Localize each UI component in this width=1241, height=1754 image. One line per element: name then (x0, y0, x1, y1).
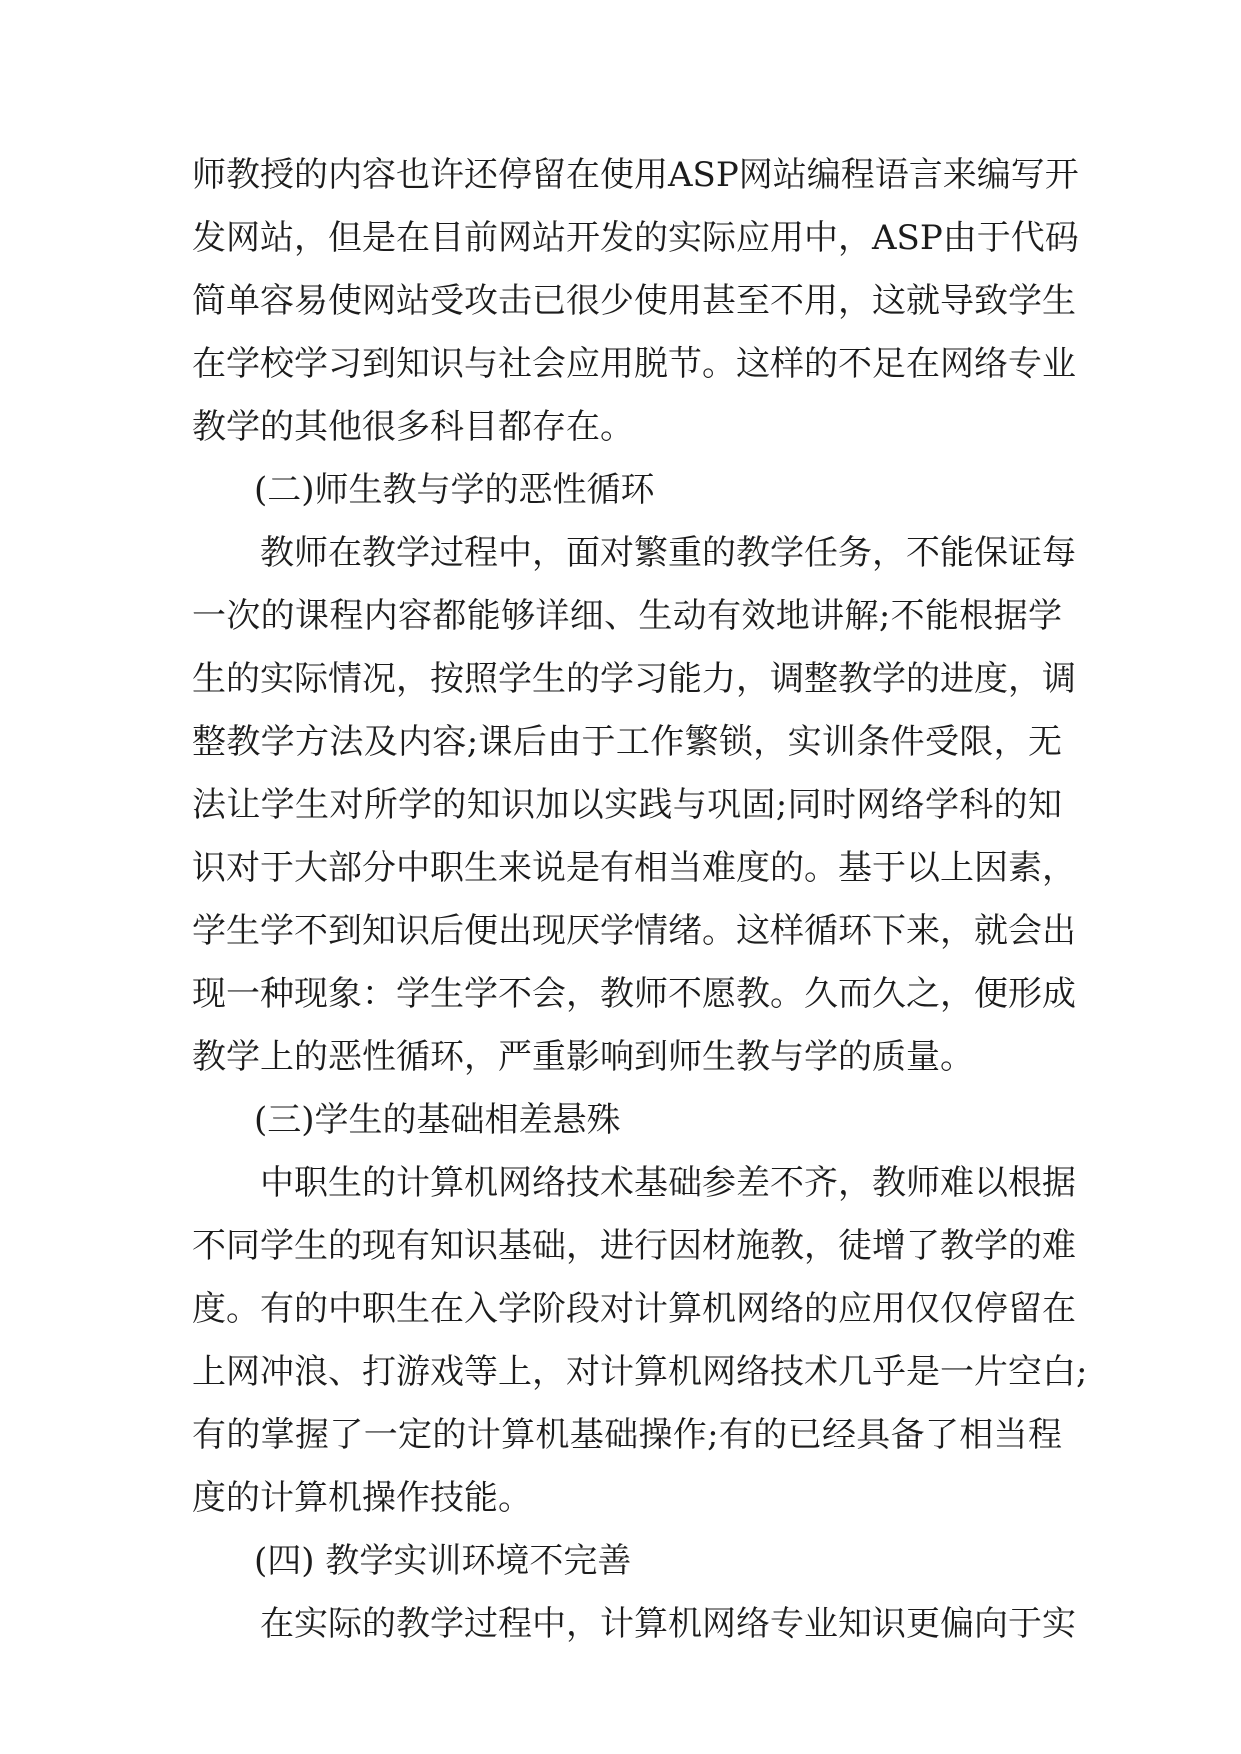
body-line: 教师在教学过程中，面对繁重的教学任务，不能保证每 (260, 533, 1076, 573)
body-line: 发网站，但是在目前网站开发的实际应用中，ASP由于代码 (192, 218, 1079, 258)
body-line: 现一种现象：学生学不会，教师不愿教。久而久之，便形成 (192, 974, 1076, 1014)
body-line: 一次的课程内容都能够详细、生动有效地讲解;不能根据学 (192, 596, 1062, 636)
body-line: 整教学方法及内容;课后由于工作繁锁，实训条件受限，无 (192, 722, 1062, 762)
body-line: 简单容易使网站受攻击已很少使用甚至不用，这就导致学生 (192, 281, 1076, 321)
body-line: 上网冲浪、打游戏等上，对计算机网络技术几乎是一片空白; (192, 1352, 1088, 1392)
body-line: 教学上的恶性循环，严重影响到师生教与学的质量。 (192, 1037, 974, 1077)
body-line: 教学的其他很多科目都存在。 (192, 407, 634, 447)
body-line: 度。有的中职生在入学阶段对计算机网络的应用仅仅停留在 (192, 1289, 1076, 1329)
body-line: 中职生的计算机网络技术基础参差不齐，教师难以根据 (260, 1163, 1076, 1203)
section-heading: (二)师生教与学的恶性循环 (254, 470, 655, 510)
body-line: 师教授的内容也许还停留在使用ASP网站编程语言来编写开 (192, 155, 1079, 195)
body-line: 生的实际情况，按照学生的学习能力，调整教学的进度，调 (192, 659, 1076, 699)
section-heading: (三)学生的基础相差悬殊 (254, 1100, 621, 1140)
body-line: 学生学不到知识后便出现厌学情绪。这样循环下来，就会出 (192, 911, 1076, 951)
body-line: 有的掌握了一定的计算机基础操作;有的已经具备了相当程 (192, 1415, 1063, 1455)
body-line: 识对于大部分中职生来说是有相当难度的。基于以上因素， (192, 848, 1076, 888)
section-heading: (四) 教学实训环境不完善 (254, 1541, 632, 1581)
document-body (192, 144, 1088, 1656)
body-line: 在实际的教学过程中，计算机网络专业知识更偏向于实 (260, 1604, 1076, 1644)
body-line: 法让学生对所学的知识加以实践与巩固;同时网络学科的知 (192, 785, 1062, 825)
body-line: 度的计算机操作技能。 (192, 1478, 532, 1518)
body-line: 不同学生的现有知识基础，进行因材施教，徒增了教学的难 (192, 1226, 1076, 1266)
body-line: 在学校学习到知识与社会应用脱节。这样的不足在网络专业 (192, 344, 1076, 384)
